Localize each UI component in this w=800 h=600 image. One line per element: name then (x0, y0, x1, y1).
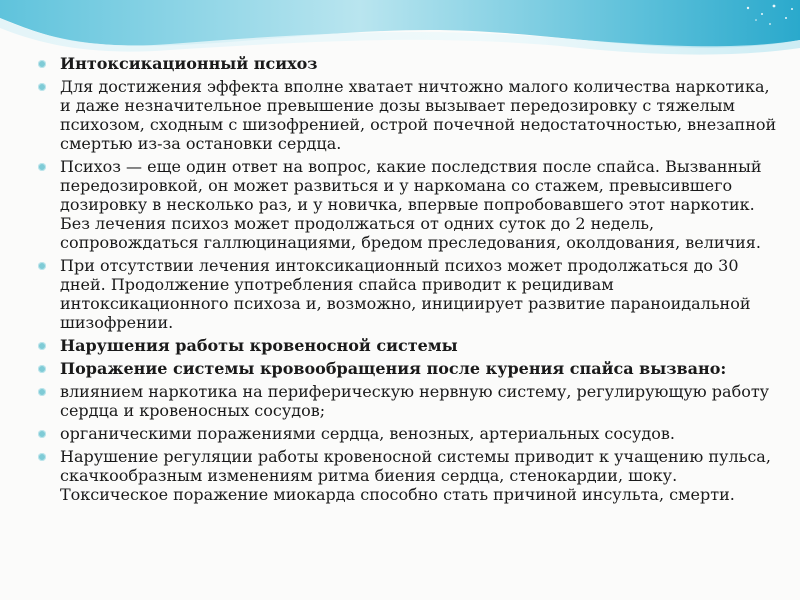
list-item-text: влиянием наркотика на периферическую нервную систему, регулирующую работу сердца и кровеносных сосудов; (60, 382, 770, 420)
list-item (38, 424, 778, 443)
bullet-icon (38, 342, 46, 350)
list-item-text: Для достижения эффекта вполне хватает ничтожно малого количества наркотика, и даже незначительное превышение дозы вызывает передозировку с тяжелым психозом, сходным с шизофренией, острой почечной недостаточностью, внезапной смертью из-за остановки сердца. (60, 77, 777, 153)
slide-content (38, 54, 778, 508)
bullet-icon (38, 453, 46, 461)
list-item-text: При отсутствии лечения интоксикационный психоз может продолжаться до 30 дней. Продолжение употребления спайса приводит к рецидивам интоксикационного психоза и, возможно, инициирует развитие параноидальной шизофрении. (60, 256, 751, 332)
list-item-text: Нарушение регуляции работы кровеносной системы приводит к учащению пульса, скачкообразным изменениям ритма биения сердца, стенокардии, шоку. Токсическое поражение миокарда способно стать причиной инсульта, смерти. (60, 447, 771, 504)
bullet-icon (38, 60, 46, 68)
list-item (38, 256, 778, 332)
list-item (38, 77, 778, 153)
bullet-icon (38, 163, 46, 171)
list-item-text: Нарушения работы кровеносной системы (60, 336, 458, 355)
bullet-icon (38, 83, 46, 91)
heading-intoxication-psychosis (38, 54, 778, 73)
list-item-text: Психоз — еще один ответ на вопрос, какие последствия после спайса. Вызванный передозировкой, он может развиться и у наркомана со стажем, превысившего дозировку в несколько раз, и у новичка, впервые попробовавшего этот наркотик. Без лечения психоз может продолжаться от одних суток до 2 недель, сопровождаться галлюцинациями, бредом преследования, околдования, величия. (60, 157, 762, 252)
heading-circulatory-damage-causes (38, 359, 778, 378)
bullet-icon (38, 430, 46, 438)
list-item (38, 157, 778, 252)
bullet-icon (38, 262, 46, 270)
list-item (38, 382, 778, 420)
list-item (38, 447, 778, 504)
bullet-icon (38, 388, 46, 396)
list-item-text: Интоксикационный психоз (60, 54, 318, 73)
list-item-text: органическими поражениями сердца, венозных, артериальных сосудов. (60, 424, 675, 443)
list-item-text: Поражение системы кровообращения после курения спайса вызвано: (60, 359, 727, 378)
bullet-icon (38, 365, 46, 373)
bullet-list (38, 54, 778, 504)
heading-circulatory-disorders (38, 336, 778, 355)
